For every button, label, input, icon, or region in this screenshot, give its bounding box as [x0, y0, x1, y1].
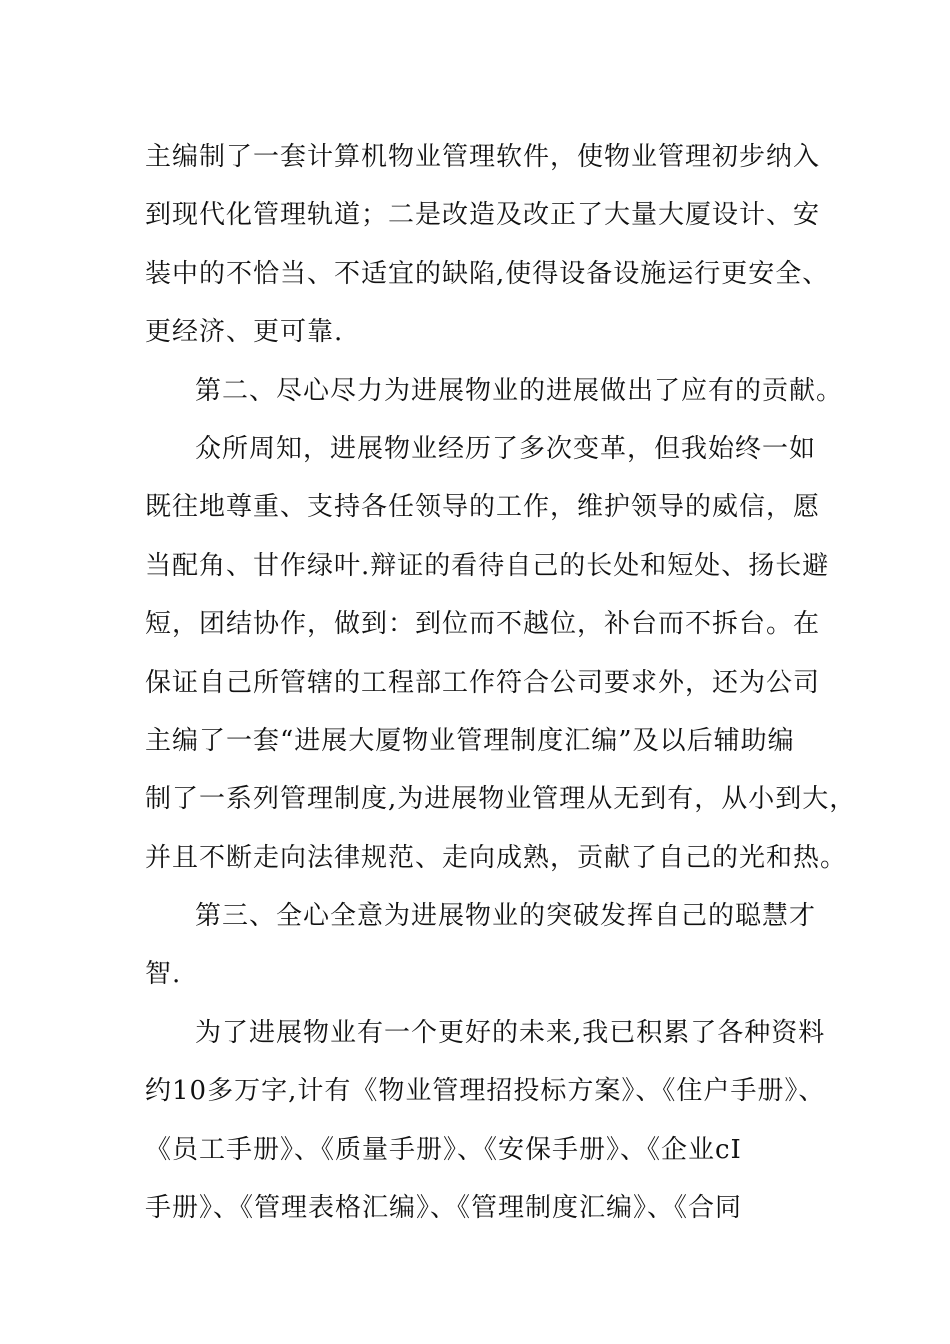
text-line: 手册》、《管理表格汇编》、《管理制度汇编》、《合同: [145, 1193, 743, 1224]
text-line: 保证自己所管辖的工程部工作符合公司要求外，还为公司: [145, 667, 821, 698]
document-body: [145, 128, 857, 1237]
text-line: 短，团结协作，做到：到位而不越位，补台而不拆台。在: [145, 609, 821, 640]
text-line: 装中的不恰当、不适宜的缺陷,使得设备设施运行更安全、: [145, 258, 830, 289]
text-line: 到现代化管理轨道；二是改造及改正了大量大厦设计、安: [145, 200, 821, 231]
text-line: 为了进展物业有一个更好的未来,我已积累了各种资料: [195, 1017, 826, 1048]
text-line: 既往地尊重、支持各任领导的工作，维护领导的威信，愿: [145, 492, 821, 523]
text-line: 约10多万字,计有《物业管理招投标方案》、《住户手册》、: [145, 1076, 826, 1107]
text-line: 智.: [145, 959, 182, 990]
text-line: 更经济、更可靠.: [145, 317, 344, 348]
paragraph-heading: 第三、全心全意为进展物业的突破发挥自己的聪慧才: [195, 901, 817, 932]
text-line: 主编了一套“进展大厦物业管理制度汇编”及以后辅助编: [145, 725, 795, 756]
text-line: 当配角、甘作绿叶.辩证的看待自己的长处和短处、扬长避: [145, 550, 830, 581]
text-line: 并且不断走向法律规范、走向成熟，贡献了自己的光和热。: [145, 842, 848, 873]
text-line: 众所周知，进展物业经历了多次变革，但我始终一如: [195, 433, 817, 464]
text-line: 《员工手册》、《质量手册》、《安保手册》、《企业cI: [145, 1134, 742, 1165]
paragraph-heading: 第二、尽心尽力为进展物业的进展做出了应有的贡献。: [195, 375, 844, 406]
text-line: 主编制了一套计算机物业管理软件，使物业管理初步纳入: [145, 142, 821, 172]
text-line: 制了一系列管理制度,为进展物业管理从无到有，从小到大，: [145, 784, 857, 815]
